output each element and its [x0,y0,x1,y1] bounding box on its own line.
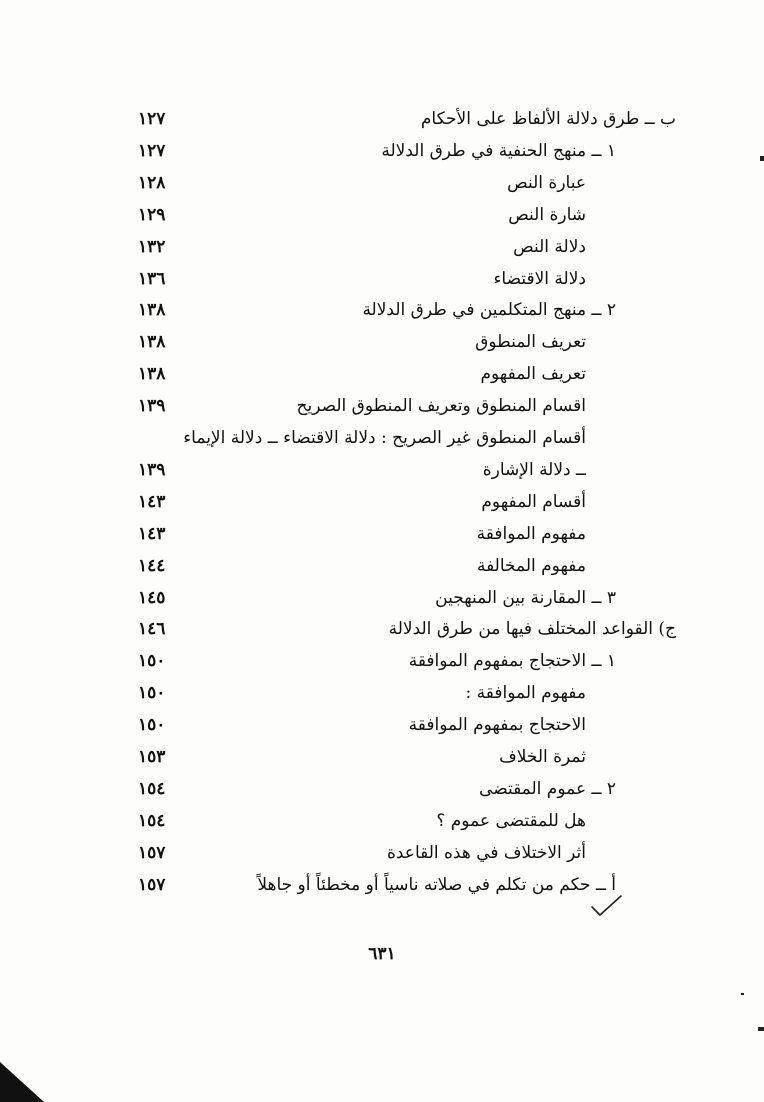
toc-entry-title: مفهوم المخالفة [476,555,586,576]
toc-entry-page: ١٤٦ [138,619,166,640]
toc-entry-page: ١٥٠ [138,715,166,736]
toc-entry-title: اقسام المنطوق وتعريف المنطوق الصريح [296,396,586,417]
toc-entry-page: ١٥٧ [138,842,166,863]
toc-entry-title: ــ دلالة الإشارة [482,459,586,480]
toc-entry-title: أقسام المفهوم [481,491,586,512]
toc-entry-page: ١٢٧ [138,109,166,129]
toc-entry [0,294,764,326]
toc-entry-title: ٢ ــ عموم المقتضى [479,778,616,799]
toc-entry [0,869,764,901]
toc-entry-page: ١٣٩ [138,459,166,480]
toc-entry [0,486,764,518]
toc-entry-title: مفهوم الموافقة [476,523,586,544]
toc-entry-title: ب ــ طرق دلالة الألفاظ على الأحكام [420,109,676,129]
toc-entry-title: دلالة النص [513,236,586,257]
toc-entry-page: ١٣٨ [138,300,166,321]
toc-entry-title: أ ــ حكم من تكلم في صلاته ناسياً أو مخطئاً أو جاهلاً [257,874,616,895]
toc-entry [0,135,764,167]
toc-entry-page: ١٥٤ [138,810,166,831]
toc-entry-page: ١٣٨ [138,364,166,385]
scan-speck [741,993,744,995]
toc-entry-title: عبارة النص [507,172,586,193]
corner-mark-icon [0,1062,48,1102]
toc-entry-page: ١٢٩ [138,204,166,225]
page-number: ٦٣١ [368,944,396,964]
toc-entry-page: ١٣٦ [138,268,166,289]
toc-entry [0,677,764,709]
toc-entry [0,645,764,677]
toc-entry-title: تعريف المنطوق [475,332,586,353]
toc-entry-title: ثمرة الخلاف [499,747,586,767]
toc-entry [0,422,764,454]
toc-entry [0,103,764,135]
toc-entry-title: دلالة الاقتضاء [493,268,586,289]
toc-entry [0,805,764,837]
toc-entry [0,518,764,550]
toc-entry [0,326,764,358]
toc-entry-page: ١٥٧ [138,874,166,895]
toc-entry-page: ١٣٢ [138,236,166,257]
toc-entry [0,358,764,390]
toc-entry-title: ج) القواعد المختلف فيها من طرق الدلالة [388,619,676,640]
toc-entry-page: ١٣٩ [138,396,166,417]
scan-speck [758,1027,764,1031]
toc-entry-page: ١٥٣ [138,747,166,767]
toc-entry [0,263,764,295]
toc-entry-title: ٢ ــ منهج المتكلمين في طرق الدلالة [362,300,616,321]
toc-entry-title: تعريف المفهوم [480,364,586,385]
toc-entry [0,390,764,422]
toc-entry-title: الاحتجاج بمفهوم الموافقة [408,715,586,736]
toc-entry-title: ١ ــ منهج الحنفية في طرق الدلالة [381,140,616,161]
toc-entry-title: ٣ ــ المقارنة بين المنهجين [435,587,616,608]
toc-entry [0,741,764,773]
toc-entry-title: شارة النص [508,204,586,225]
toc-entry [0,231,764,263]
toc-entry-title: مفهوم الموافقة : [465,683,586,704]
toc-entry-page: ١٥٠ [138,683,166,704]
toc-entry [0,613,764,645]
toc-entry-title: ١ ــ الاحتجاج بمفهوم الموافقة [408,651,616,672]
toc-entry [0,454,764,486]
toc-entry-title: أقسام المنطوق غير الصريح : دلالة الاقتضاء ــ دلالة الإيماء [183,428,586,448]
toc-entry [0,837,764,869]
toc-entry-page: ١٤٣ [138,523,166,544]
toc-entry-page: ١٢٨ [138,172,166,193]
toc-entry-page: ١٥٠ [138,651,166,672]
toc-entry [0,709,764,741]
toc-entry [0,773,764,805]
toc-entry-page: ١٤٤ [138,555,166,576]
toc-entry-title: هل للمقتضى عموم ؟ [436,810,586,831]
toc-entry [0,167,764,199]
toc-entry-title: أثر الاختلاف في هذه القاعدة [386,842,586,863]
toc-entry-page: ١٤٥ [138,587,166,608]
toc-entry [0,550,764,582]
toc-entry [0,582,764,614]
scan-speck [760,156,764,161]
toc-entry-page: ١٤٣ [138,491,166,512]
toc-entry [0,199,764,231]
toc-entry-page: ١٢٧ [138,140,166,161]
toc-entry-page: ١٥٤ [138,778,166,799]
check-mark-icon [590,893,624,919]
toc-entry-page: ١٣٨ [138,332,166,353]
